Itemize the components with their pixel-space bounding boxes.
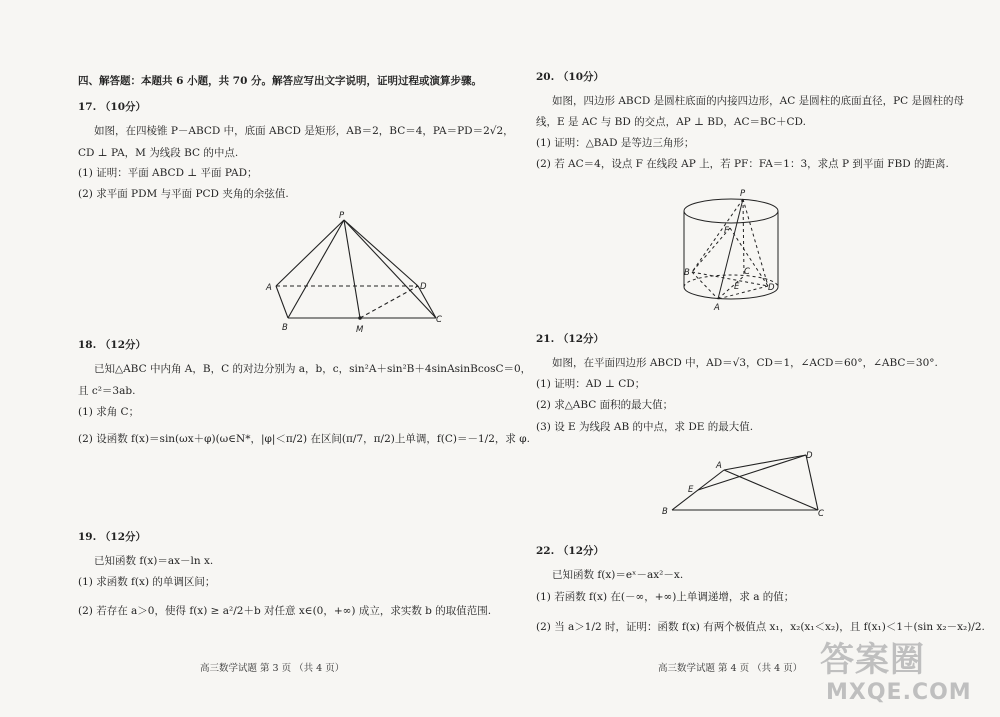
q18-part2: (2) 设函数 f(x)＝sin(ωx＋φ)(ω∈N*，|φ|＜π/2) 在区间(π/7，π/2)上单调，f(C)＝－1/2，求 φ. xyxy=(78,433,530,445)
q18-line2: 且 c²＝3ab. xyxy=(78,385,136,397)
label-A: A xyxy=(716,461,722,471)
q20-line1: 如图，四边形 ABCD 是圆柱底面的内接四边形，AC 是圆柱的底面直径，PC 是圆柱的母 xyxy=(552,95,965,107)
q21-line1: 如图，在平面四边形 ABCD 中，AD＝√3，CD＝1，∠ACD＝60°，∠ABC＝30°. xyxy=(552,357,938,369)
point-M xyxy=(358,316,362,320)
edge-DC xyxy=(806,455,818,510)
label-C: C xyxy=(436,315,442,325)
edge-PB xyxy=(288,220,344,318)
q21-part3: (3) 设 E 为线段 AB 的中点，求 DE 的最大值. xyxy=(536,421,754,433)
footer-page-3: 高三数学试题 第 3 页 （共 4 页） xyxy=(200,663,345,674)
watermark-logo: 答案圈 xyxy=(820,640,925,680)
q17-part1: (1) 证明：平面 ABCD ⊥ 平面 PAD； xyxy=(78,167,258,179)
label-D: D xyxy=(806,451,813,461)
q18-part1: (1) 求角 C； xyxy=(78,406,140,418)
edge-AC xyxy=(724,470,818,510)
q18-line1: 已知△ABC 中内角 A，B，C 的对边分别为 a，b，c，sin²A＋sin²B＋4sinAsinBcosC＝0， xyxy=(94,363,532,375)
q20-header: 20. （10分） xyxy=(536,71,605,83)
label-D: D xyxy=(768,283,775,293)
label-C: C xyxy=(744,267,750,277)
q22-line1: 已知函数 f(x)＝eˣ－ax²－x. xyxy=(552,569,684,581)
q20-part2: (2) 若 AC＝4，设点 F 在线段 AP 上，若 PF：FA＝1：3，求点 P 到平面 FBD 的距离. xyxy=(536,158,949,170)
edge-PA xyxy=(276,220,344,286)
label-B: B xyxy=(684,268,690,278)
q22-header: 22. （12分） xyxy=(536,545,605,557)
q19-part1: (1) 求函数 f(x) 的单调区间； xyxy=(78,576,216,588)
q20-part1: (1) 证明：△BAD 是等边三角形； xyxy=(536,137,695,149)
edge-MD-hidden xyxy=(360,286,418,318)
label-A: A xyxy=(714,303,720,313)
label-E: E xyxy=(688,485,694,495)
q19-part2: (2) 若存在 a＞0，使得 f(x) ≥ a²/2＋b 对任意 x∈(0，+∞) 成立，求实数 b 的取值范围. xyxy=(78,605,492,617)
q17-line1: 如图，在四棱锥 P－ABCD 中，底面 ABCD 是矩形，AB＝2，BC＝4，PA＝PD＝2√2， xyxy=(94,125,514,137)
label-D: D xyxy=(420,282,427,292)
q21-quadrilateral-figure xyxy=(500,0,1000,717)
q19-line1: 已知函数 f(x)＝ax－ln x. xyxy=(94,555,214,567)
label-C: C xyxy=(818,509,824,519)
edge-AB xyxy=(276,286,288,318)
label-P: P xyxy=(740,189,746,199)
q21-part2: (2) 求△ABC 面积的最大值； xyxy=(536,399,674,411)
q18-header: 18. （12分） xyxy=(78,339,147,351)
label-E: E xyxy=(734,282,740,292)
section-title: 四、解答题：本题共 6 小题，共 70 分。解答应写出文字说明，证明过程或演算步骤。 xyxy=(78,75,483,87)
label-B: B xyxy=(662,507,668,517)
q21-header: 21. （12分） xyxy=(536,333,605,345)
q21-part1: (1) 证明：AD ⊥ CD； xyxy=(536,378,646,390)
q19-header: 19. （12分） xyxy=(78,531,147,543)
label-A: A xyxy=(266,283,272,293)
exam-page-4 xyxy=(500,0,1000,717)
q20-line2: 线，E 是 AC 与 BD 的交点，AP ⊥ BD，AC＝BC＋CD. xyxy=(536,116,806,128)
label-P: P xyxy=(339,211,345,221)
q22-part2: (2) 当 a＞1/2 时，证明：函数 f(x) 有两个极值点 x₁，x₂(x₁＜x₂)，且 f(x₁)＜1＋(sin x₂－x₂)/2. xyxy=(536,621,985,633)
q22-part1: (1) 若函数 f(x) 在(－∞，+∞)上单调递增，求 a 的值； xyxy=(536,591,795,603)
label-F: F xyxy=(724,226,729,236)
footer-page-4: 高三数学试题 第 4 页 （共 4 页） xyxy=(658,663,803,674)
q17-header: 17. （10分） xyxy=(78,101,147,113)
label-M: M xyxy=(356,325,364,335)
edge-PD xyxy=(344,220,418,286)
watermark-site: MXQE.COM xyxy=(826,680,972,705)
q17-part2: (2) 求平面 PDM 与平面 PCD 夹角的余弦值. xyxy=(78,188,289,200)
edge-ED xyxy=(698,455,806,490)
label-B: B xyxy=(282,323,288,333)
q17-line2: CD ⊥ PA，M 为线段 BC 的中点. xyxy=(78,147,239,159)
